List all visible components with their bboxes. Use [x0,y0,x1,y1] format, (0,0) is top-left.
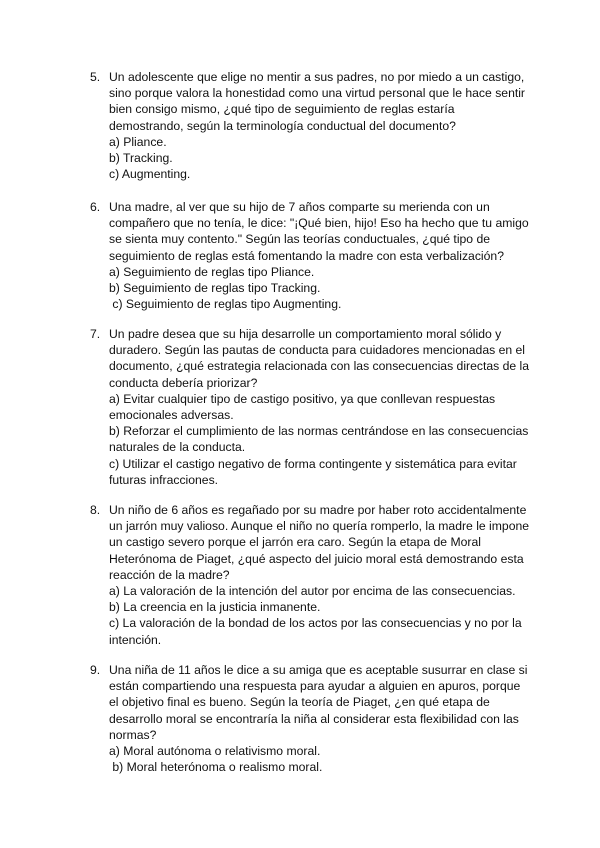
question-5 [90,69,530,182]
question-text: Un adolescente que elige no mentir a sus padres, no por miedo a un castigo, sino porque valora la honestidad como una virtud personal que le hace sentir bien consigo mismo, ¿qué tipo de seguimiento de reglas estaría demostrando, según la terminología conductual del documento? [109,70,525,133]
question-text: Una niña de 11 años le dice a su amiga que es aceptable susurrar en clase si están compartiendo una respuesta para ayudar a alguien en apuros, porque el objetivo final es bueno. Según la teoría de Piaget, ¿en qué etapa de desarrollo moral se encontraría la niña al considerar esta flexibilidad con las normas? [109,663,528,742]
option-c: c) Augmenting. [109,167,191,182]
question-text: Un niño de 6 años es regañado por su madre por haber roto accidentalmente un jarrón muy valioso. Aunque el niño no quería romperlo, la madre le impone un castigo severo porque el jarrón era caro. Según la etapa de Moral Heterónoma de Piaget, ¿qué aspecto del juicio moral está demostrando esta reacción de la madre? [109,503,530,582]
option-c: c) Utilizar el castigo negativo de forma contingente y sistemática para evitar futuras infracciones. [109,456,517,487]
option-b: b) Tracking. [109,151,173,166]
question-number: 6. [90,200,101,214]
option-a: a) Seguimiento de reglas tipo Pliance. [109,264,315,279]
question-8 [90,502,530,648]
question-number: 7. [90,327,101,341]
question-6 [90,199,530,312]
question-number: 9. [90,663,101,677]
option-c: c) Seguimiento de reglas tipo Augmenting. [109,297,342,312]
option-b: b) Moral heterónoma o realismo moral. [109,760,323,775]
option-a: a) Moral autónoma o relativismo moral. [109,744,321,759]
question-number: 5. [90,70,101,84]
question-number: 8. [90,503,101,517]
option-a: a) Evitar cualquier tipo de castigo positivo, ya que conllevan respuestas emocionales adversas. [109,391,496,423]
option-b: b) La creencia en la justicia inmanente. [109,600,321,615]
option-b: b) Reforzar el cumplimiento de las normas centrándose en las consecuencias naturales de la conducta. [109,424,529,455]
question-7 [90,326,530,488]
option-a: a) Pliance. [109,134,167,149]
option-c: c) La valoración de la bondad de los actos por las consecuencias y no por la intención. [109,616,522,647]
option-a: a) La valoración de la intención del autor por encima de las consecuencias. [109,584,516,599]
question-text: Un padre desea que su hija desarrolle un comportamiento moral sólido y duradero. Según las pautas de conducta para cuidadores mencionadas en el documento, ¿qué estrategia relacionada con las consecuencias directas de la conducta debería priorizar? [109,327,530,390]
question-9 [90,662,530,775]
option-b: b) Seguimiento de reglas tipo Tracking. [109,281,321,296]
question-text: Una madre, al ver que su hijo de 7 años comparte su merienda con un compañero que no tenía, le dice: "¡Qué bien, hijo! Eso ha hecho que tu amigo se sienta muy contento." Según las teorías conductuales, ¿qué tipo de seguimiento de reglas está fomentando la madre con esta verbalización? [109,200,529,263]
